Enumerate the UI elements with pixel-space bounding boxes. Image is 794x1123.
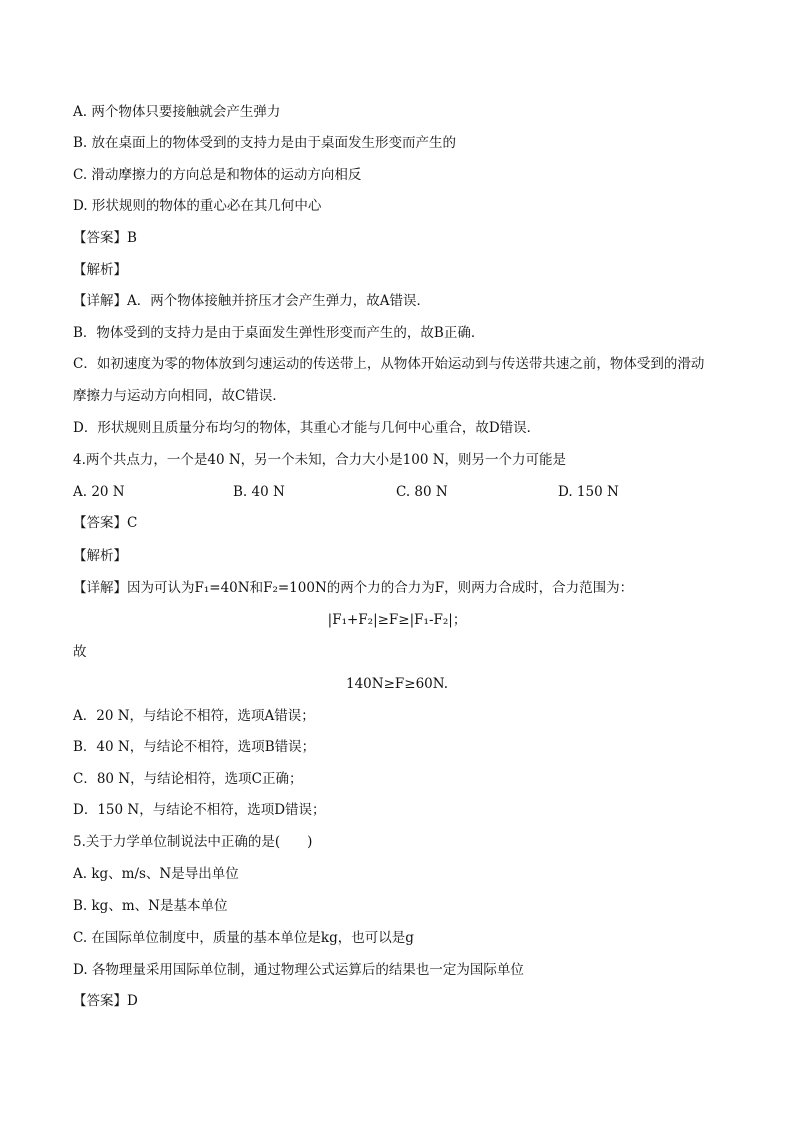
q3-answer: 【答案】B: [73, 230, 137, 246]
q4-option-d: D. 150 N: [558, 484, 619, 500]
q3-option-c: C. 滑动摩擦力的方向总是和物体的运动方向相反: [73, 167, 362, 183]
q4-conjunction: 故: [73, 644, 87, 660]
q4-formula-range: |F₁+F₂|≥F≥|F₁-F₂|；: [327, 612, 467, 628]
q4-analysis-title: 【解析】: [73, 548, 127, 564]
q5-option-a: A. kg、m/s、N是导出单位: [73, 866, 239, 882]
q4-conclusion-c: C．80 N，与结论相符，选项C正确；: [73, 771, 303, 787]
q3-option-b: B. 放在桌面上的物体受到的支持力是由于桌面发生形变而产生的: [73, 135, 457, 151]
q4-answer: 【答案】C: [73, 515, 138, 531]
q3-detail-line: C．如初速度为零的物体放到匀速运动的传送带上，从物体开始运动到与传送带共速之前，物体受到的滑动: [73, 356, 705, 372]
q4-question: 4.两个共点力，一个是40 N，另一个未知，合力大小是100 N，则另一个力可能是: [73, 452, 567, 468]
q4-conclusion-d: D．150 N，与结论不相符，选项D错误；: [73, 802, 326, 818]
q5-option-b: B. kg、m、N是基本单位: [73, 898, 228, 914]
q4-detail: 【详解】因为可认为F₁=40N和F₂=100N的两个力的合力为F，则两力合成时，合力范围为：: [73, 580, 634, 596]
q3-detail-line: B．物体受到的支持力是由于桌面发生弹性形变而产生的，故B正确．: [73, 325, 485, 341]
q4-option-c: C. 80 N: [396, 484, 448, 500]
q5-option-c: C. 在国际单位制度中，质量的基本单位是kg，也可以是g: [73, 930, 414, 946]
q4-conclusion-b: B．40 N，与结论不相符，选项B错误；: [73, 739, 316, 755]
q4-conclusion-a: A．20 N，与结论不相符，选项A错误；: [73, 708, 315, 724]
q4-option-b: B. 40 N: [233, 484, 285, 500]
q3-detail-line: 摩擦力与运动方向相同，故C错误．: [73, 388, 286, 404]
q3-detail-line: 【详解】A．两个物体接触并挤压才会产生弹力，故A错误．: [73, 293, 430, 309]
q3-analysis-title: 【解析】: [73, 262, 127, 278]
q5-option-d: D. 各物理量采用国际单位制，通过物理公式运算后的结果也一定为国际单位: [73, 962, 524, 978]
q3-option-a: A. 两个物体只要接触就会产生弹力: [73, 104, 281, 120]
q4-formula-result: 140N≥F≥60N.: [346, 676, 448, 692]
q5-answer: 【答案】D: [73, 993, 138, 1009]
q3-detail-line: D．形状规则且质量分布均匀的物体，其重心才能与几何中心重合，故D错误．: [73, 420, 541, 436]
q3-option-d: D. 形状规则的物体的重心必在其几何中心: [73, 198, 322, 214]
q5-question: 5.关于力学单位制说法中正确的是( ): [73, 834, 313, 850]
q4-option-a: A. 20 N: [73, 484, 125, 500]
